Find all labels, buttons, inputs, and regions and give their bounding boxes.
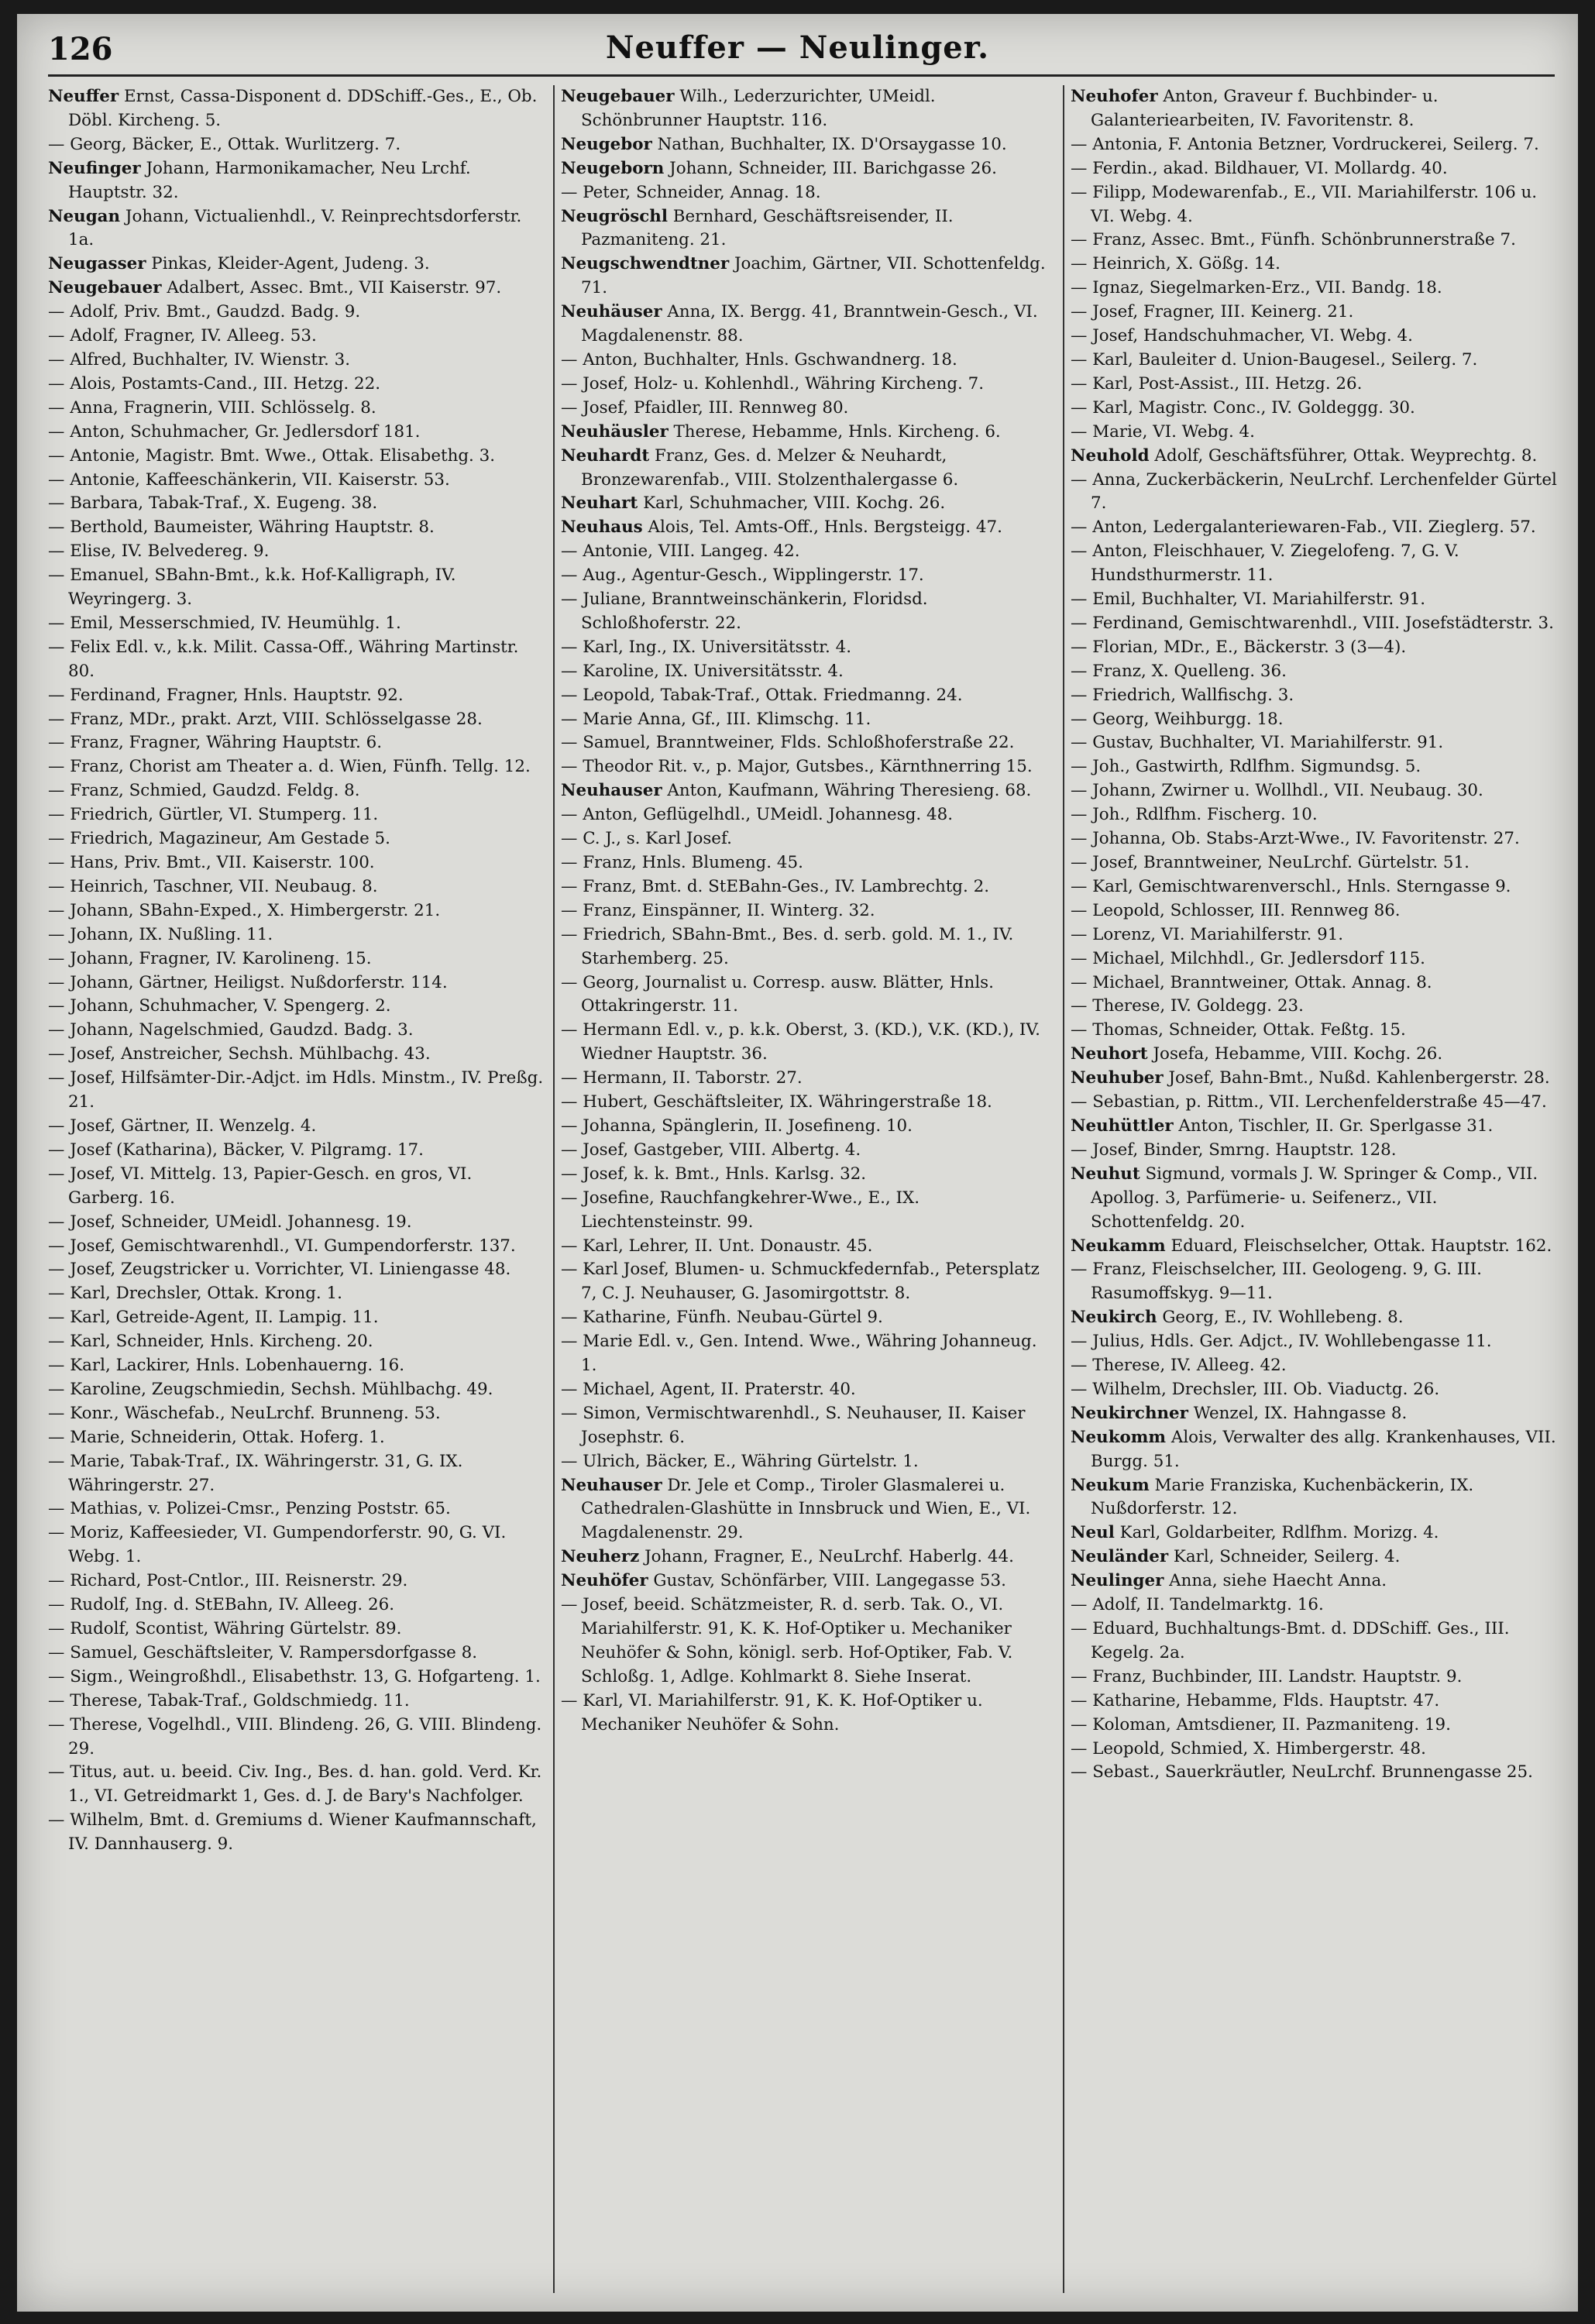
directory-entry: — Karl, Getreide-Agent, II. Lampig. 11. bbox=[48, 1308, 379, 1328]
directory-entry: — Berthold, Baumeister, Währing Hauptstr. 8. bbox=[48, 517, 435, 538]
directory-entry: — Johann, SBahn-Exped., X. Himbergerstr. 21. bbox=[48, 900, 441, 920]
directory-entry: — Hubert, Geschäftsleiter, IX. Währingerstraße 18. bbox=[561, 1092, 992, 1112]
directory-entry: — Leopold, Schmied, X. Himbergerstr. 48. bbox=[1071, 1738, 1426, 1758]
directory-entry: — Theodor Rit. v., p. Major, Gutsbes., Kärnthnerring 15. bbox=[561, 757, 1033, 777]
directory-entry: — Peter, Schneider, Annag. 18. bbox=[561, 182, 821, 202]
directory-entry: — Franz, Assec. Bmt., Fünfh. Schönbrunnerstraße 7. bbox=[1071, 230, 1516, 250]
directory-entry: — Konr., Wäschefab., NeuLrchf. Brunneng. 53. bbox=[48, 1403, 441, 1423]
directory-entry: — Josef, Binder, Smrng. Hauptstr. 128. bbox=[1071, 1140, 1397, 1160]
directory-entry: — Samuel, Branntweiner, Flds. Schloßhoferstraße 22. bbox=[561, 733, 1015, 753]
directory-entry: — Josef, Fragner, III. Keinerg. 21. bbox=[1071, 302, 1354, 322]
directory-entry: — Michael, Branntweiner, Ottak. Annag. 8. bbox=[1071, 972, 1432, 992]
directory-entry: — Eduard, Buchhaltungs-Bmt. d. DDSchiff. Ges., III. Kegelg. 2a. bbox=[1071, 1619, 1510, 1662]
directory-entry: — Josef, Anstreicher, Sechsh. Mühlbachg. 43. bbox=[48, 1044, 431, 1064]
directory-entry: — Karl Josef, Blumen- u. Schmuckfedernfab., Petersplatz 7, C. J. Neuhauser, G. Jasomirgottstr. 8. bbox=[561, 1260, 1040, 1304]
directory-entry: — Sigm., Weingroßhdl., Elisabethstr. 13, G. Hofgarteng. 1. bbox=[48, 1666, 541, 1686]
directory-entry: — Leopold, Tabak-Traf., Ottak. Friedmanng. 24. bbox=[561, 685, 963, 705]
directory-entry: — Hermann, II. Taborstr. 27. bbox=[561, 1068, 803, 1088]
directory-entry: — Marie Edl. v., Gen. Intend. Wwe., Währing Johanneug. 1. bbox=[561, 1332, 1037, 1376]
column-divider bbox=[1063, 85, 1064, 2293]
directory-entry: — Josef, Pfaidler, III. Rennweg 80. bbox=[561, 397, 849, 418]
directory-entry: — Anna, Zuckerbäckerin, NeuLrchf. Lerchenfelder Gürtel 7. bbox=[1071, 469, 1557, 514]
directory-page bbox=[17, 14, 1578, 2312]
directory-entry: Neufinger Johann, Harmonikamacher, Neu Lrchf. Hauptstr. 32. bbox=[48, 158, 471, 202]
directory-entry: — Josefine, Rauchfangkehrer-Wwe., E., IX. Liechtensteinstr. 99. bbox=[561, 1188, 920, 1232]
directory-entry: Neuherz Johann, Fragner, E., NeuLrchf. Haberlg. 44. bbox=[561, 1547, 1014, 1567]
directory-entry: — Karoline, Zeugschmiedin, Sechsh. Mühlbachg. 49. bbox=[48, 1379, 493, 1399]
directory-entry: — Antonia, F. Antonia Betzner, Vordruckerei, Seilerg. 7. bbox=[1071, 134, 1539, 154]
directory-entry: — Anton, Schuhmacher, Gr. Jedlersdorf 181. bbox=[48, 421, 421, 442]
directory-entry: — Karl, Gemischtwarenverschl., Hnls. Sterngasse 9. bbox=[1071, 876, 1511, 896]
directory-entry: — Hermann Edl. v., p. k.k. Oberst, 3. (KD.), V.K. (KD.), IV. Wiedner Hauptstr. 36. bbox=[561, 1020, 1040, 1064]
header-rule bbox=[48, 74, 1555, 77]
directory-entry: — Mathias, v. Polizei-Cmsr., Penzing Poststr. 65. bbox=[48, 1499, 451, 1519]
directory-entry: — Josef, Handschuhmacher, VI. Webg. 4. bbox=[1071, 326, 1413, 346]
directory-entry: — Josef, Hilfsämter-Dir.-Adjct. im Hdls. Minstm., IV. Preßg. 21. bbox=[48, 1068, 544, 1112]
directory-entry: Neuhofer Anton, Graveur f. Buchbinder- u. Galanteriearbeiten, IV. Favoritenstr. 8. bbox=[1071, 87, 1439, 130]
directory-entry: — Georg, Weihburgg. 18. bbox=[1071, 709, 1284, 729]
directory-entry: — Josef, beeid. Schätzmeister, R. d. serb. Tak. O., VI. Mariahilferstr. 91, K. K. Hof-Optiker u. Mechaniker Neuhöfer & Sohn, königl. serb. Hof-Optiker, Fab. V. Schloßg. 1, Adlge. Kohlmarkt 8. Siehe Inserat. bbox=[561, 1595, 1013, 1686]
directory-entry: Neuhardt Franz, Ges. d. Melzer & Neuhardt, Bronzewarenfab., VIII. Stolzenthalergasse 6. bbox=[561, 445, 959, 490]
column-2 bbox=[561, 85, 1057, 2301]
directory-entry: — Ferdinand, Gemischtwarenhdl., VIII. Josefstädterstr. 3. bbox=[1071, 613, 1554, 633]
directory-entry: — Lorenz, VI. Mariahilferstr. 91. bbox=[1071, 924, 1344, 944]
directory-entry: Neukum Marie Franziska, Kuchenbäckerin, IX. Nußdorferstr. 12. bbox=[1071, 1475, 1474, 1519]
directory-entry: — Moriz, Kaffeesieder, VI. Gumpendorferstr. 90, G. VI. Webg. 1. bbox=[48, 1523, 507, 1567]
directory-entry: — Sebastian, p. Rittm., VII. Lerchenfelderstraße 45—47. bbox=[1071, 1092, 1547, 1112]
directory-entry: — Karl, Post-Assist., III. Hetzg. 26. bbox=[1071, 373, 1363, 394]
directory-entry: Neul Karl, Goldarbeiter, Rdlfhm. Morizg. 4. bbox=[1071, 1523, 1439, 1543]
directory-entry: — Heinrich, X. Gößg. 14. bbox=[1071, 254, 1280, 274]
directory-entry: — Anton, Ledergalanteriewaren-Fab., VII. Zieglerg. 57. bbox=[1071, 517, 1536, 538]
directory-entry: — Therese, IV. Alleeg. 42. bbox=[1071, 1356, 1287, 1376]
page-number: 126 bbox=[48, 31, 113, 67]
directory-entry: — Franz, Bmt. d. StEBahn-Ges., IV. Lambrechtg. 2. bbox=[561, 876, 990, 896]
directory-entry: — Therese, Tabak-Traf., Goldschmiedg. 11. bbox=[48, 1690, 410, 1710]
column-divider bbox=[553, 85, 555, 2293]
directory-entry: — Friedrich, Magazineur, Am Gestade 5. bbox=[48, 829, 390, 849]
directory-entry: — Franz, Einspänner, II. Winterg. 32. bbox=[561, 900, 875, 920]
directory-entry: Neuländer Karl, Schneider, Seilerg. 4. bbox=[1071, 1547, 1401, 1567]
directory-entry: Neuhauser Anton, Kaufmann, Währing Theresieng. 68. bbox=[561, 781, 1032, 801]
directory-entry: — Leopold, Schlosser, III. Rennweg 86. bbox=[1071, 900, 1401, 920]
directory-entry: — Johanna, Ob. Stabs-Arzt-Wwe., IV. Favoritenstr. 27. bbox=[1071, 829, 1520, 849]
directory-entry: — Marie, VI. Webg. 4. bbox=[1071, 421, 1255, 442]
directory-entry: Neugan Johann, Victualienhdl., V. Reinprechtsdorferstr. 1a. bbox=[48, 206, 522, 250]
directory-entry: Neugeborn Johann, Schneider, III. Barichgasse 26. bbox=[561, 158, 997, 178]
directory-entry: — Karl, Magistr. Conc., IV. Goldeggg. 30. bbox=[1071, 397, 1415, 418]
directory-entry: — Katharine, Hebamme, Flds. Hauptstr. 47. bbox=[1071, 1690, 1440, 1710]
directory-entry: — Joh., Gastwirth, Rdlfhm. Sigmundsg. 5. bbox=[1071, 757, 1421, 777]
directory-entry: — Sebast., Sauerkräutler, NeuLrchf. Brunnengasse 25. bbox=[1071, 1762, 1533, 1783]
directory-entry: — Karl, Lackirer, Hnls. Lobenhauerng. 16. bbox=[48, 1356, 405, 1376]
directory-entry: — Josef, Gemischtwarenhdl., VI. Gumpendorferstr. 137. bbox=[48, 1236, 516, 1256]
directory-entry: — Alois, Postamts-Cand., III. Hetzg. 22. bbox=[48, 373, 381, 394]
directory-entry: — Emil, Messerschmied, IV. Heumühlg. 1. bbox=[48, 613, 401, 633]
directory-entry: — Rudolf, Scontist, Währing Gürtelstr. 89. bbox=[48, 1619, 402, 1638]
directory-entry: — Josef, k. k. Bmt., Hnls. Karlsg. 32. bbox=[561, 1164, 867, 1184]
directory-entry: — Emanuel, SBahn-Bmt., k.k. Hof-Kalligraph, IV. Weyringerg. 3. bbox=[48, 566, 456, 610]
directory-entry: — Josef, Zeugstricker u. Vorrichter, VI. Liniengasse 48. bbox=[48, 1260, 511, 1280]
directory-entry: — Adolf, Fragner, IV. Alleeg. 53. bbox=[48, 326, 317, 346]
directory-entry: — Filipp, Modewarenfab., E., VII. Mariahilferstr. 106 u. VI. Webg. 4. bbox=[1071, 182, 1538, 226]
directory-entry: — Ferdinand, Fragner, Hnls. Hauptstr. 92. bbox=[48, 685, 404, 705]
directory-entry: — Johann, Fragner, IV. Karolineng. 15. bbox=[48, 948, 372, 968]
directory-entry: — Joh., Rdlfhm. Fischerg. 10. bbox=[1071, 805, 1318, 825]
directory-entry: — Rudolf, Ing. d. StEBahn, IV. Alleeg. 26. bbox=[48, 1595, 395, 1615]
directory-entry: — Anton, Buchhalter, Hnls. Gschwandnerg. 18. bbox=[561, 349, 957, 370]
directory-entry: — Wilhelm, Bmt. d. Gremiums d. Wiener Kaufmannschaft, IV. Dannhauserg. 9. bbox=[48, 1810, 537, 1855]
directory-entry: — Franz, Buchbinder, III. Landstr. Hauptstr. 9. bbox=[1071, 1666, 1463, 1686]
directory-entry: — Josef, VI. Mittelg. 13, Papier-Gesch. en gros, VI. Garberg. 16. bbox=[48, 1164, 473, 1208]
directory-entry: — Alfred, Buchhalter, IV. Wienstr. 3. bbox=[48, 349, 351, 370]
directory-entry: — Franz, MDr., prakt. Arzt, VIII. Schlösselgasse 28. bbox=[48, 709, 483, 729]
directory-entry: — Marie, Tabak-Traf., IX. Währingerstr. 31, G. IX. Währingerstr. 27. bbox=[48, 1451, 463, 1495]
directory-entry: — Josef, Gärtner, II. Wenzelg. 4. bbox=[48, 1116, 317, 1136]
directory-entry: — Gustav, Buchhalter, VI. Mariahilferstr. 91. bbox=[1071, 733, 1444, 753]
directory-entry: — Titus, aut. u. beeid. Civ. Ing., Bes. d. han. gold. Verd. Kr. 1., VI. Getreidmarkt 1, Ges. d. J. de Bary's Nachfolger. bbox=[48, 1762, 542, 1807]
directory-entry: — Friedrich, Gürtler, VI. Stumperg. 11. bbox=[48, 805, 379, 825]
directory-entry: — Friedrich, Wallfischg. 3. bbox=[1071, 685, 1294, 705]
directory-entry: — C. J., s. Karl Josef. bbox=[561, 829, 732, 849]
directory-entry: — Ulrich, Bäcker, E., Währing Gürtelstr. 1. bbox=[561, 1451, 919, 1471]
directory-entry: — Antonie, Kaffeeschänkerin, VII. Kaiserstr. 53. bbox=[48, 469, 450, 490]
directory-entry: — Therese, IV. Goldegg. 23. bbox=[1071, 996, 1304, 1016]
directory-entry: — Johann, Zwirner u. Wollhdl., VII. Neubaug. 30. bbox=[1071, 781, 1483, 801]
directory-entry: — Ferdin., akad. Bildhauer, VI. Mollardg. 40. bbox=[1071, 158, 1448, 178]
page-header bbox=[17, 14, 1578, 74]
directory-entry: Neugebauer Wilh., Lederzurichter, UMeidl. Schönbrunner Hauptstr. 116. bbox=[561, 87, 936, 130]
directory-entry: — Franz, Fleischselcher, III. Geologeng. 9, G. III. Rasumoffskyg. 9—11. bbox=[1071, 1260, 1482, 1304]
directory-entry: Neuhuber Josef, Bahn-Bmt., Nußd. Kahlenbergerstr. 28. bbox=[1071, 1068, 1550, 1088]
directory-entry: — Julius, Hdls. Ger. Adjct., IV. Wohllebengasse 11. bbox=[1071, 1332, 1492, 1352]
column-1 bbox=[48, 85, 544, 2301]
directory-entry: — Felix Edl. v., k.k. Milit. Cassa-Off., Währing Martinstr. 80. bbox=[48, 637, 519, 681]
directory-entry: — Karl, Schneider, Hnls. Kircheng. 20. bbox=[48, 1332, 373, 1352]
column-3 bbox=[1071, 85, 1563, 2301]
directory-entry: — Karl, Drechsler, Ottak. Krong. 1. bbox=[48, 1284, 342, 1304]
directory-entry: — Hans, Priv. Bmt., VII. Kaiserstr. 100. bbox=[48, 853, 375, 872]
directory-entry: — Johann, Gärtner, Heiligst. Nußdorferstr. 114. bbox=[48, 972, 448, 992]
directory-entry: — Samuel, Geschäftsleiter, V. Rampersdorfgasse 8. bbox=[48, 1642, 478, 1662]
directory-entry: — Adolf, II. Tandelmarktg. 16. bbox=[1071, 1595, 1324, 1615]
directory-entry: Neuhold Adolf, Geschäftsführer, Ottak. Weyprechtg. 8. bbox=[1071, 445, 1538, 466]
directory-entry: — Karl, VI. Mariahilferstr. 91, K. K. Hof-Optiker u. Mechaniker Neuhöfer & Sohn. bbox=[561, 1690, 983, 1734]
directory-entry: — Anna, Fragnerin, VIII. Schlösselg. 8. bbox=[48, 397, 376, 418]
directory-entry: — Aug., Agentur-Gesch., Wipplingerstr. 17. bbox=[561, 566, 924, 586]
directory-entry: Neugebor Nathan, Buchhalter, IX. D'Orsaygasse 10. bbox=[561, 134, 1007, 154]
directory-entry: Neukamm Eduard, Fleischselcher, Ottak. Hauptstr. 162. bbox=[1071, 1236, 1552, 1256]
directory-entry: — Josef, Schneider, UMeidl. Johannesg. 19. bbox=[48, 1212, 412, 1232]
directory-entry: — Simon, Vermischtwarenhdl., S. Neuhauser, II. Kaiser Josephstr. 6. bbox=[561, 1403, 1026, 1447]
directory-entry: Neuffer Ernst, Cassa-Disponent d. DDSchiff.-Ges., E., Ob. Döbl. Kircheng. 5. bbox=[48, 87, 538, 130]
directory-entry: — Franz, Fragner, Währing Hauptstr. 6. bbox=[48, 733, 382, 753]
directory-entry: — Johann, Nagelschmied, Gaudzd. Badg. 3. bbox=[48, 1020, 414, 1040]
directory-entry: — Karoline, IX. Universitätsstr. 4. bbox=[561, 661, 844, 681]
directory-entry: Neuhut Sigmund, vormals J. W. Springer & Comp., VII. Apollog. 3, Parfümerie- u. Seifenerz., VII. Schottenfeldg. 20. bbox=[1071, 1164, 1538, 1232]
directory-entry: — Marie Anna, Gf., III. Klimschg. 11. bbox=[561, 709, 871, 729]
directory-entry: — Johanna, Spänglerin, II. Josefineng. 10. bbox=[561, 1116, 913, 1136]
running-title: Neuffer — Neulinger. bbox=[605, 29, 990, 66]
directory-entry: Neuhort Josefa, Hebamme, VIII. Kochg. 26. bbox=[1071, 1044, 1443, 1064]
directory-entry: — Georg, Bäcker, E., Ottak. Wurlitzerg. 7. bbox=[48, 134, 401, 154]
directory-entry: — Karl, Bauleiter d. Union-Baugesel., Seilerg. 7. bbox=[1071, 349, 1478, 370]
directory-entry: — Franz, Hnls. Blumeng. 45. bbox=[561, 853, 803, 872]
directory-entry: Neugschwendtner Joachim, Gärtner, VII. Schottenfeldg. 71. bbox=[561, 254, 1046, 298]
directory-entry: Neuhauser Dr. Jele et Comp., Tiroler Glasmalerei u. Cathedralen-Glashütte in Innsbruck und Wien, E., VI. Magdalenenstr. 29. bbox=[561, 1475, 1031, 1543]
directory-entry: — Thomas, Schneider, Ottak. Feßtg. 15. bbox=[1071, 1020, 1406, 1040]
directory-entry: — Johann, Schuhmacher, V. Spengerg. 2. bbox=[48, 996, 391, 1016]
directory-entry: — Katharine, Fünfh. Neubau-Gürtel 9. bbox=[561, 1308, 883, 1328]
directory-entry: — Ignaz, Siegelmarken-Erz., VII. Bandg. 18. bbox=[1071, 278, 1442, 298]
directory-entry: — Anton, Geflügelhdl., UMeidl. Johannesg. 48. bbox=[561, 805, 954, 825]
directory-entry: Neuhöfer Gustav, Schönfärber, VIII. Langegasse 53. bbox=[561, 1571, 1006, 1591]
directory-entry: — Michael, Agent, II. Praterstr. 40. bbox=[561, 1379, 856, 1399]
directory-entry: Neuhüttler Anton, Tischler, II. Gr. Sperlgasse 31. bbox=[1071, 1116, 1494, 1136]
directory-entry: — Franz, Schmied, Gaudzd. Feldg. 8. bbox=[48, 781, 360, 801]
directory-entry: — Elise, IV. Belvedereg. 9. bbox=[48, 541, 270, 562]
directory-entry: — Franz, X. Quelleng. 36. bbox=[1071, 661, 1287, 681]
directory-entry: — Josef, Branntweiner, NeuLrchf. Gürtelstr. 51. bbox=[1071, 853, 1470, 872]
directory-entry: — Wilhelm, Drechsler, III. Ob. Viaductg. 26. bbox=[1071, 1379, 1440, 1399]
directory-entry: Neulinger Anna, siehe Haecht Anna. bbox=[1071, 1571, 1387, 1591]
directory-entry: Neugröschl Bernhard, Geschäftsreisender, II. Pazmaniteng. 21. bbox=[561, 206, 954, 250]
directory-entry: — Emil, Buchhalter, VI. Mariahilferstr. 91. bbox=[1071, 590, 1426, 610]
directory-entry: — Antonie, Magistr. Bmt. Wwe., Ottak. Elisabethg. 3. bbox=[48, 445, 496, 466]
directory-entry: — Florian, MDr., E., Bäckerstr. 3 (3—4). bbox=[1071, 637, 1407, 657]
directory-entry: — Heinrich, Taschner, VII. Neubaug. 8. bbox=[48, 876, 378, 896]
directory-entry: — Karl, Lehrer, II. Unt. Donaustr. 45. bbox=[561, 1236, 873, 1256]
directory-entry: Neuhart Karl, Schuhmacher, VIII. Kochg. 26. bbox=[561, 493, 946, 514]
directory-entry: — Johann, IX. Nußling. 11. bbox=[48, 924, 273, 944]
directory-entry: — Adolf, Priv. Bmt., Gaudzd. Badg. 9. bbox=[48, 302, 361, 322]
directory-entry: — Marie, Schneiderin, Ottak. Hoferg. 1. bbox=[48, 1427, 385, 1447]
directory-entry: Neuhäusler Therese, Hebamme, Hnls. Kircheng. 6. bbox=[561, 421, 1001, 442]
directory-entry: — Therese, Vogelhdl., VIII. Blindeng. 26, G. VIII. Blindeng. 29. bbox=[48, 1714, 542, 1758]
directory-entry: Neugebauer Adalbert, Assec. Bmt., VII Kaiserstr. 97. bbox=[48, 278, 502, 298]
directory-entry: Neuhäuser Anna, IX. Bergg. 41, Branntwein-Gesch., VI. Magdalenenstr. 88. bbox=[561, 302, 1038, 346]
directory-entry: — Antonie, VIII. Langeg. 42. bbox=[561, 541, 800, 562]
directory-entry: — Georg, Journalist u. Corresp. ausw. Blätter, Hnls. Ottakringerstr. 11. bbox=[561, 972, 994, 1016]
directory-entry: — Richard, Post-Cntlor., III. Reisnerstr. 29. bbox=[48, 1571, 408, 1591]
directory-entry: — Michael, Milchhdl., Gr. Jedlersdorf 115. bbox=[1071, 948, 1425, 968]
directory-entry: — Josef, Holz- u. Kohlenhdl., Währing Kircheng. 7. bbox=[561, 373, 985, 394]
directory-entry: Neukomm Alois, Verwalter des allg. Krankenhauses, VII. Burgg. 51. bbox=[1071, 1427, 1556, 1471]
directory-entry: — Friedrich, SBahn-Bmt., Bes. d. serb. gold. M. 1., IV. Starhemberg. 25. bbox=[561, 924, 1014, 968]
directory-entry: — Karl, Ing., IX. Universitätsstr. 4. bbox=[561, 637, 851, 657]
directory-entry: Neukirchner Wenzel, IX. Hahngasse 8. bbox=[1071, 1403, 1408, 1423]
directory-entry: — Josef (Katharina), Bäcker, V. Pilgramg. 17. bbox=[48, 1140, 424, 1160]
directory-entry: — Anton, Fleischhauer, V. Ziegelofeng. 7, G. V. Hundsthurmerstr. 11. bbox=[1071, 541, 1459, 586]
directory-entry: — Juliane, Branntweinschänkerin, Floridsd. Schloßhoferstr. 22. bbox=[561, 590, 928, 633]
directory-entry: — Josef, Gastgeber, VIII. Albertg. 4. bbox=[561, 1140, 861, 1160]
directory-entry: — Koloman, Amtsdiener, II. Pazmaniteng. 19. bbox=[1071, 1714, 1451, 1734]
directory-entry: Neuhaus Alois, Tel. Amts-Off., Hnls. Bergsteigg. 47. bbox=[561, 517, 1002, 538]
directory-entry: Neugasser Pinkas, Kleider-Agent, Judeng. 3. bbox=[48, 254, 430, 274]
directory-entry: — Barbara, Tabak-Traf., X. Eugeng. 38. bbox=[48, 493, 378, 514]
directory-entry: — Franz, Chorist am Theater a. d. Wien, Fünfh. Tellg. 12. bbox=[48, 757, 531, 777]
directory-entry: Neukirch Georg, E., IV. Wohllebeng. 8. bbox=[1071, 1308, 1404, 1328]
